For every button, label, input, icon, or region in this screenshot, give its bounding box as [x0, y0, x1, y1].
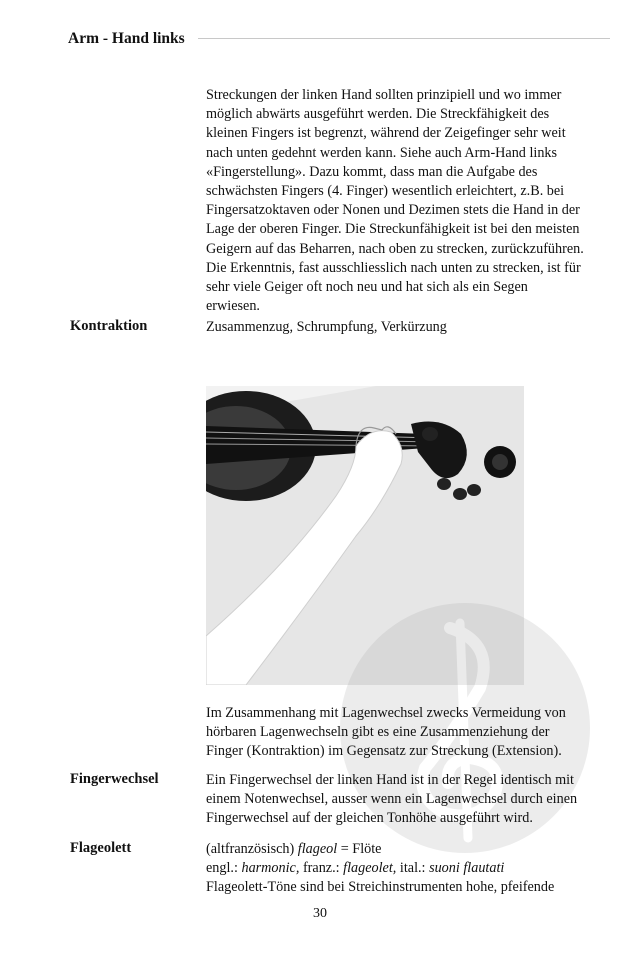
text-line: Finger (Kontraktion) im Gegensatz zur Streckung (Extension).	[206, 743, 562, 760]
page-number: 30	[313, 906, 327, 921]
text-span: engl.:	[206, 860, 242, 877]
text-line: hörbaren Lagenwechseln gibt es eine Zusammenziehung der	[206, 724, 550, 741]
text-line: möglich abwärts ausgeführt werden. Die Streckfähigkeit des	[206, 106, 550, 123]
text-line: sehr viele Geiger oft noch neu und hat sich als ein Segen	[206, 279, 528, 296]
text-line: Streckungen der linken Hand sollten prinzipiell und wo immer	[206, 87, 562, 103]
italic-term: flageol	[297, 841, 338, 857]
text-line: schwächsten Fingers (4. Finger) wesentlich erleichtert, z.B. bei	[206, 183, 565, 200]
text-line: Im Zusammenhang mit Lagenwechsel zwecks Vermeidung von	[206, 705, 566, 721]
etymology-line	[206, 840, 611, 859]
text-span: = Flöte	[337, 841, 382, 857]
header-rule	[198, 38, 610, 39]
definition-fingerwechsel	[206, 771, 611, 829]
text-line: Die Erkenntnis, fast ausschliesslich nach unten zu strecken, ist für	[206, 259, 581, 276]
text-line: Fingersatzoktaven oder Nonen und Dezimen stets die Hand in der	[206, 202, 580, 219]
translations-line	[206, 859, 611, 878]
text-line: Geigern auf das Beharren, nach oben zu strecken, zurückzuführen.	[206, 240, 584, 257]
text-line: Fingerwechsel auf der gleichen Tonhöhe ausgeführt wird.	[206, 810, 533, 827]
kontraktion-note	[206, 704, 611, 762]
term-flageolett: Flageolett	[70, 840, 132, 856]
text-line: erwiesen.	[206, 298, 260, 315]
text-line: Zusammenzug, Schrumpfung, Verkürzung	[206, 319, 447, 335]
italic-term: flageolet,	[343, 860, 397, 877]
text-line: einem Notenwechsel, ausser wenn ein Lagenwechsel durch einen	[206, 791, 578, 808]
term-kontraktion: Kontraktion	[70, 318, 148, 334]
text-span: ital.:	[396, 860, 430, 877]
text-span: (altfranzösisch)	[206, 841, 298, 857]
text-line: Ein Fingerwechsel der linken Hand ist in der Regel identisch mit	[206, 772, 575, 788]
text-line: nach unten gedehnt werden kann. Siehe auch Arm-Hand links	[206, 144, 558, 161]
text-line: Flageolett-Töne sind bei Streichinstrumenten hohe, pfeifende	[206, 879, 555, 896]
text-line: «Fingerstellung». Dazu kommt, dass man die Aufgabe des	[206, 163, 538, 180]
italic-term: suoni flautati	[429, 860, 505, 877]
intro-paragraph	[206, 86, 611, 316]
italic-term: harmonic,	[241, 860, 300, 877]
text-line: Lage der oberen Finger. Die Streckunfähigkeit ist bei den meisten	[206, 221, 580, 238]
page-title: Arm - Hand links	[68, 30, 185, 47]
definition-kontraktion	[206, 318, 611, 337]
text-span: franz.:	[299, 860, 344, 877]
text-line: kleinen Fingers ist begrenzt, während der Zeigefinger sehr weit	[206, 125, 566, 142]
term-fingerwechsel: Fingerwechsel	[70, 771, 159, 787]
definition-flageolett	[206, 840, 611, 898]
